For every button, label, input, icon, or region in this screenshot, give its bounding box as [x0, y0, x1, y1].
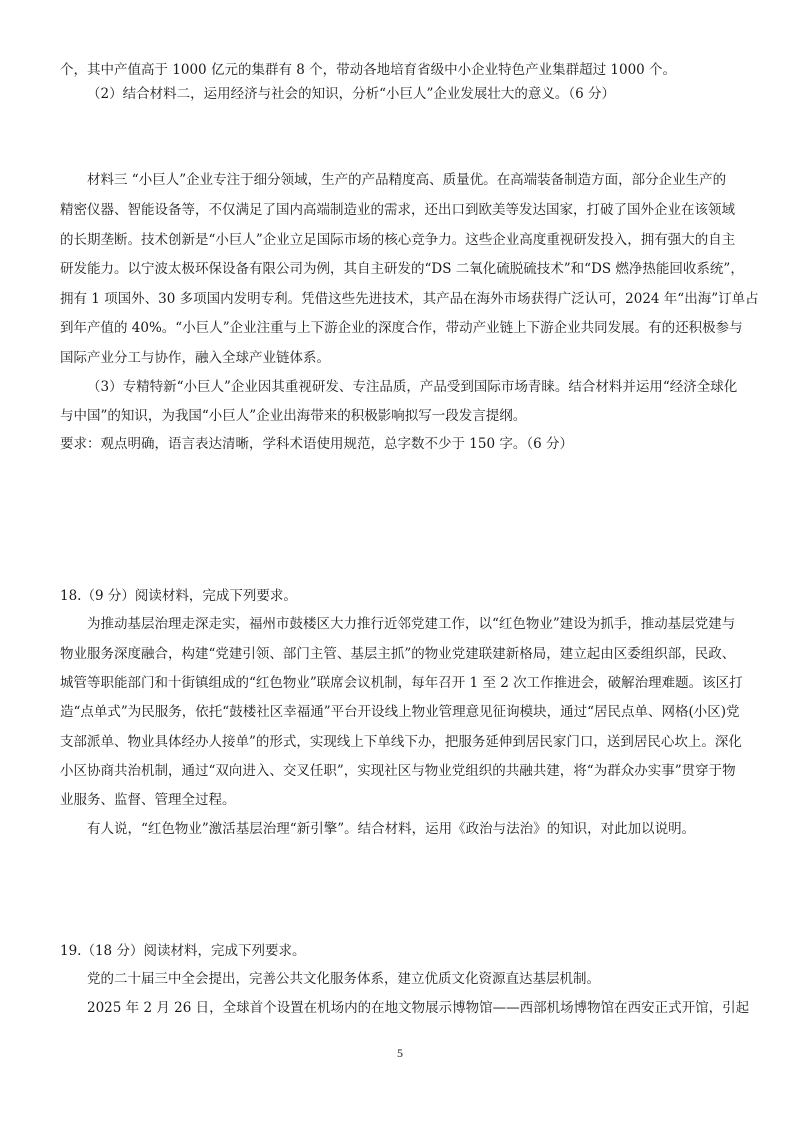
page-number: 5	[397, 1046, 403, 1060]
question-18-line: 小区协商共治机制，通过“双向进入、交叉任职”，实现社区与物业党组织的共融共建，将“为群众办实事”贯穿于物	[60, 763, 736, 779]
question-3-line: 与中国”的知识，为我国“小巨人”企业出海带来的积极影响拟写一段发言提纲。	[60, 408, 527, 424]
question-18-line: 支部派单、物业具体经办人接单”的形式，实现线上下单线下办，把服务延伸到居民家门口，送到居民心坎上。深化	[60, 734, 742, 750]
material-3-line: 的长期垄断。技术创新是“小巨人”企业立足国际市场的核心竞争力。这些企业高度重视研发投入，拥有强大的自主	[60, 232, 736, 248]
question-18-line: 为推动基层治理走深走实，福州市鼓楼区大力推行近邻党建工作，以“红色物业”建设为抓手，推动基层党建与	[87, 616, 736, 632]
question-3-requirement: 要求：观点明确，语言表达清晰，学科术语使用规范，总字数不少于 150 字。（6 分）	[60, 436, 573, 452]
question-19-line: 2025 年 2 月 26 日，全球首个设置在机场内的在地文物展示博物馆——西部机场博物馆在西安正式开馆，引起	[87, 1000, 750, 1016]
question-18-heading: 18.（9 分）阅读材料，完成下列要求。	[60, 588, 297, 604]
material-3-line: 到年产值的 40%。“小巨人”企业注重与上下游企业的深度合作，带动产业链上下游企业共同发展。有的还积极参与	[60, 320, 743, 336]
question-2: （2）结合材料二，运用经济与社会的知识，分析“小巨人”企业发展壮大的意义。（6 分）	[87, 86, 616, 102]
question-18-line: 物业服务深度融合，构建“党建引领、部门主管、基层主抓”的物业党建联建新格局，建立起由区委组织部，民政、	[60, 646, 736, 662]
question-19-heading: 19.（18 分）阅读材料，完成下列要求。	[60, 943, 306, 959]
question-19-line: 党的二十届三中全会提出，完善公共文化服务体系，建立优质文化资源直达基层机制。	[87, 971, 600, 987]
question-18-line: 城管等职能部门和十街镇组成的“红色物业”联席会议机制，每年召开 1 至 2 次工作推进会，破解治理难题。该区打	[60, 675, 743, 691]
material-3-line: 拥有 1 项国外、30 多项国内发明专利。凭借这些先进技术，其产品在海外市场获得广泛认可，2024 年“出海”订单占	[60, 291, 759, 307]
material-3-line: 研发能力。以宁波太极环保设备有限公司为例，其自主研发的“DS 二氧化硫脱硫技术”和“DS 燃净热能回收系统”，	[60, 261, 744, 277]
paragraph-line: 个，其中产值高于 1000 亿元的集群有 8 个，带动各地培育省级中小企业特色产业集群超过 1000 个。	[60, 62, 677, 78]
question-18-line: 造“点单式”为民服务，依托“鼓楼社区幸福通”平台开设线上物业管理意见征询模块，通过“居民点单、网格(小区)党	[60, 704, 740, 720]
material-3-line: 材料三 “小巨人”企业专注于细分领域，生产的产品精度高、质量优。在高端装备制造方面，部分企业生产的	[87, 172, 727, 188]
material-3-line: 精密仪器、智能设备等，不仅满足了国内高端制造业的需求，还出口到欧美等发达国家，打破了国外企业在该领域	[60, 202, 735, 218]
material-3-line: 国际产业分工与协作，融入全球产业链体系。	[60, 350, 330, 366]
question-18-task: 有人说，“红色物业”激活基层治理“新引擎”。结合材料，运用《政治与法治》的知识，对此加以说明。	[87, 821, 696, 837]
question-18-line: 业服务、监督、管理全过程。	[60, 792, 236, 808]
question-3-line: （3）专精特新“小巨人”企业因其重视研发、专注品质，产品受到国际市场青睐。结合材料并运用“经济全球化	[87, 379, 738, 395]
